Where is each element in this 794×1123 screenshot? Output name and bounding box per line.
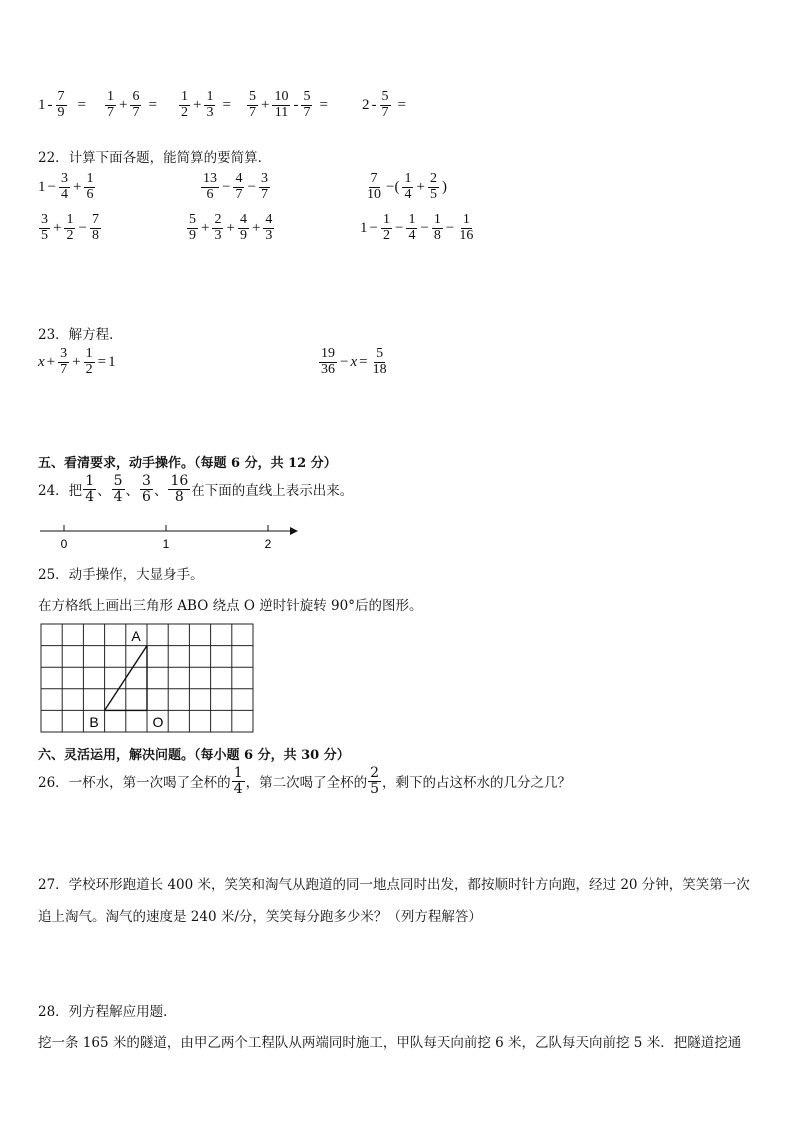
vertex-label-o: O — [152, 714, 164, 730]
q24-prompt: 24．把 $\frac{1}{4}$ 、 $\frac{5}{4}$ 、 $\frac{3}{6}$ 、 $\frac{16}{8}$ 在下面的直线上表示出来。 — [38, 473, 354, 505]
vertex-label-a: A — [131, 628, 141, 644]
q22-expr-4: $\frac{3}{5}$ + $\frac{1}{2}$ − $\frac{7}{8}$ — [41, 212, 99, 243]
q22-title: 22．计算下面各题，能简算的要简算． — [38, 150, 272, 166]
q21-expr-3: $\frac{1}{2}$ + $\frac{1}{3}$ = — [181, 89, 231, 120]
q25-title: 25．动手操作，大显身手。 — [38, 567, 204, 583]
q23-equation-1: x + $\frac{3}{7}$ + $\frac{1}{2}$ = 1 — [38, 346, 116, 377]
tick-label-1: 1 — [162, 537, 170, 551]
q21-expr-5: 2 - $\frac{5}{7}$ = — [362, 89, 406, 120]
q27-line-2: 追上淘气。淘气的速度是 240 米/分，笑笑每分跑多少米？（列方程解答） — [38, 909, 482, 925]
q23-equation-2: $\frac{19}{36}$ − x = $\frac{5}{18}$ — [321, 346, 387, 377]
q22-expr-3: $\frac{7}{10}$ −( $\frac{1}{4}$ + $\frac{2}{5}$ ) — [367, 171, 447, 202]
q21-expr-1: 1 - $\frac{7}{9}$ = — [38, 89, 86, 120]
tick-label-2: 2 — [264, 537, 272, 551]
q26-problem: 26．一杯水，第一次喝了全杯的 $\frac{1}{4}$ ，第二次喝了全杯的 $\frac{2}{5}$ ，剩下的占这杯水的几分之几？ — [38, 765, 572, 797]
q21-expr-2: $\frac{1}{7}$ + $\frac{6}{7}$ = — [107, 89, 157, 120]
q21-expr-4: $\frac{5}{7}$ + $\frac{10}{11}$ - $\frac{5}{7}$ = — [249, 89, 328, 120]
section-5-heading: 五、看清要求，动手操作。（每题 6 分，共 12 分） — [38, 456, 337, 471]
q28-title: 28．列方程解应用题． — [38, 1004, 177, 1020]
section-6-heading: 六、灵活运用，解决问题。（每小题 6 分，共 30 分） — [38, 748, 350, 763]
q22-expr-2: $\frac{13}{6}$ − $\frac{4}{7}$ − $\frac{3}{7}$ — [203, 171, 268, 202]
q23-title: 23．解方程． — [38, 327, 123, 343]
q22-expr-1: 1 − $\frac{3}{4}$ + $\frac{1}{6}$ — [38, 171, 94, 202]
vertex-label-b: B — [89, 714, 99, 730]
tick-label-0: 0 — [60, 537, 68, 551]
q22-expr-5: $\frac{5}{9}$ + $\frac{2}{3}$ + $\frac{4}{9}$ + $\frac{4}{3}$ — [189, 212, 273, 243]
number-line — [36, 520, 306, 554]
q22-expr-6: 1 − $\frac{1}{2}$ − $\frac{1}{4}$ − $\frac{1}{8}$ − $\frac{1}{16}$ — [360, 212, 474, 243]
grid-paper — [40, 623, 256, 735]
q28-line-1: 挖一条 165 米的隧道，由甲乙两个工程队从两端同时施工，甲队每天向前挖 6 米，乙队每天向前挖 5 米．把隧道挖通 — [38, 1035, 742, 1051]
q25-instruction: 在方格纸上画出三角形 ABO 绕点 O 逆时针旋转 90°后的图形。 — [38, 598, 423, 614]
arrow-head-icon — [290, 527, 298, 535]
q27-line-1: 27．学校环形跑道长 400 米，笑笑和淘气从跑道的同一地点同时出发，都按顺时针方向跑，经过 20 分钟，笑笑第一次 — [38, 877, 750, 893]
